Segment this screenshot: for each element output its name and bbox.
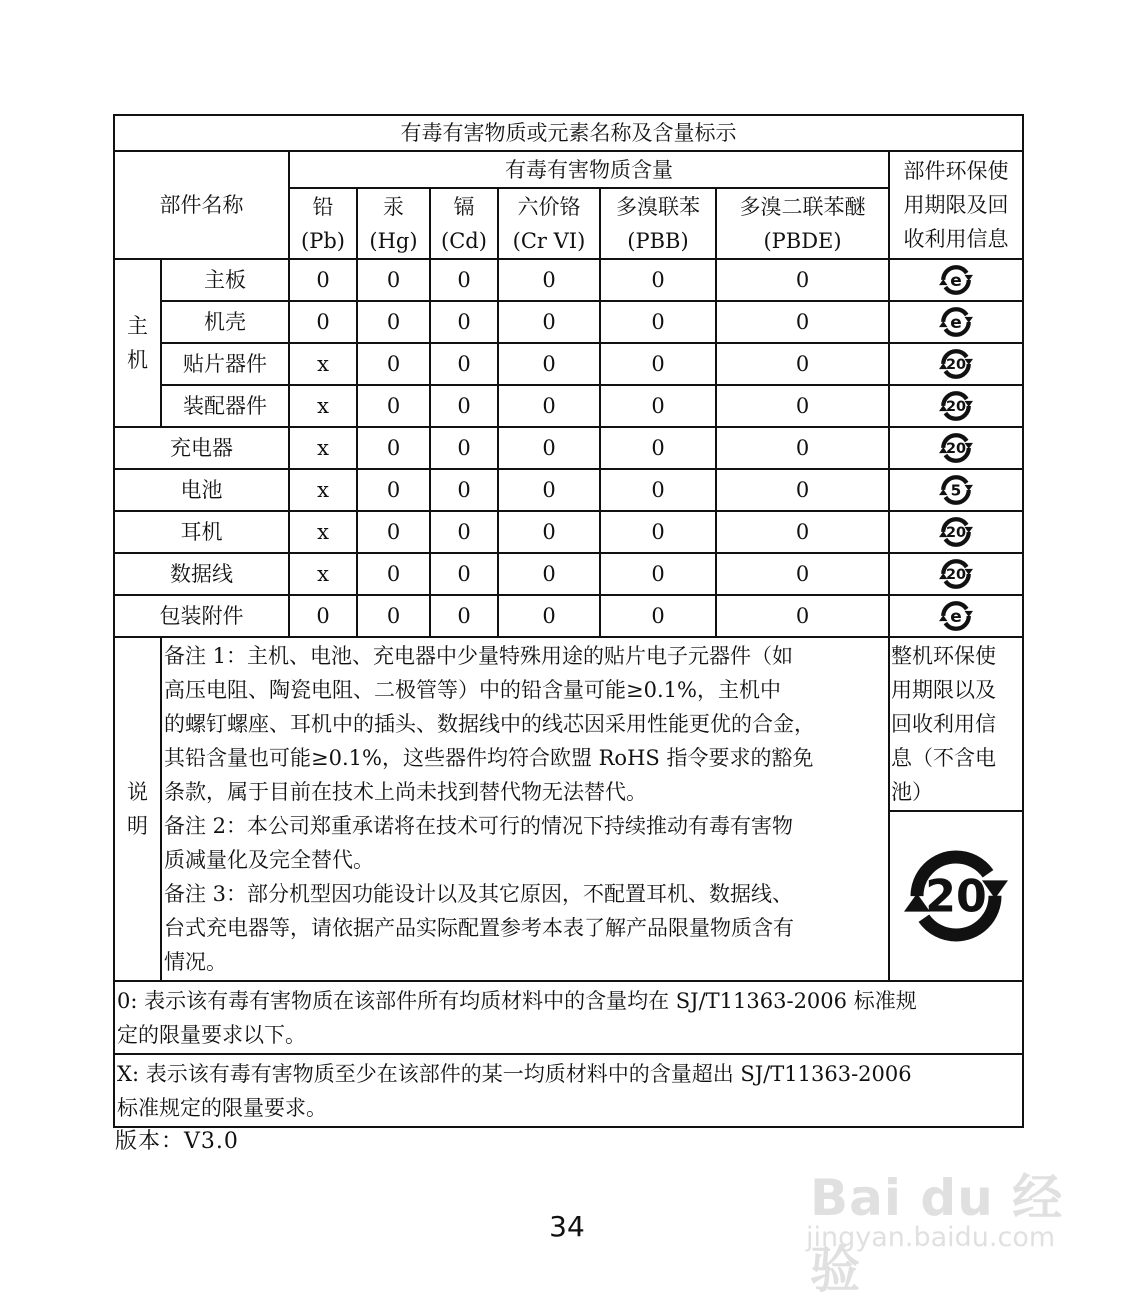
legend-line: X: 表示该有毒有害物质至少在该部件的某一均质材料中的含量超出 SJ/T11363-2006 [117,1061,912,1086]
substance-value-cell: 0 [357,553,430,595]
svg-text:20: 20 [945,357,967,374]
whole-lifespan-line: 回收利用信 [891,712,996,736]
host-group-char: 主 [127,314,148,338]
svg-text:20: 20 [945,441,967,458]
substance-value-cell: 0 [600,511,716,553]
substance-value-cell: 0 [430,301,498,343]
substance-value-cell: 0 [357,385,430,427]
substance-header [289,188,357,259]
notes-line: 其铅含量也可能≥0.1%，这些器件均符合欧盟 RoHS 指令要求的豁免 [164,746,814,770]
whole-lifespan-line: 池） [891,780,933,804]
notes-row [114,637,1023,811]
substance-value-cell: 0 [357,301,430,343]
table-row [114,469,1023,511]
20-year-icon [939,431,973,465]
part-name-cell: 充电器 [114,427,289,469]
legend-zero [114,981,1023,1054]
table-row [114,343,1023,385]
substance-value-cell: x [289,511,357,553]
substance-value-cell: 0 [498,595,600,637]
substance-symbol: (Hg) [369,228,418,253]
whole-lifespan-line: 用期限以及 [891,678,996,702]
substance-name: 铅 [312,194,334,219]
part-name-cell: 主板 [161,259,289,301]
legend-x [114,1054,1023,1127]
substance-symbol: (PBB) [627,228,689,253]
substance-value-cell: 0 [716,511,889,553]
substance-value-cell: 0 [430,595,498,637]
substance-header [357,188,430,259]
substance-value-cell: x [289,553,357,595]
e-recycle-icon [939,263,973,297]
svg-text:20: 20 [945,525,967,542]
substance-value-cell: 0 [430,553,498,595]
substance-value-cell: 0 [600,385,716,427]
host-group-label [114,259,161,427]
substance-value-cell: 0 [430,511,498,553]
substance-value-cell: 0 [716,469,889,511]
substance-value-cell: 0 [600,301,716,343]
whole-lifespan-icon-cell [889,811,1023,981]
notes-line: 备注 1：主机、电池、充电器中少量特殊用途的贴片电子元器件（如 [164,644,794,668]
lifespan-icon-cell [889,385,1023,427]
notes-line: 情况。 [164,950,227,974]
lifespan-header [889,151,1023,259]
substance-value-cell: 0 [716,553,889,595]
substance-value-cell: 0 [289,301,357,343]
substance-value-cell: 0 [716,595,889,637]
notes-label-char: 说 [127,780,148,804]
substance-value-cell: 0 [289,259,357,301]
substance-value-cell: 0 [498,259,600,301]
substance-value-cell: 0 [498,301,600,343]
substance-symbol: (Cd) [441,228,487,253]
part-name-cell: 电池 [114,469,289,511]
substance-header [498,188,600,259]
substance-name: 汞 [383,194,404,219]
substance-value-cell: 0 [430,385,498,427]
table-row [114,259,1023,301]
watermark-brand: Bai du 经验 [810,1169,1064,1299]
svg-text:e: e [950,312,962,333]
e-recycle-icon [939,305,973,339]
5-year-icon [939,473,973,507]
20-year-icon [939,557,973,591]
table-row [114,511,1023,553]
20-year-icon [939,389,973,423]
table-row [114,385,1023,427]
table-row [114,595,1023,637]
table-title: 有毒有害物质或元素名称及含量标示 [114,115,1023,151]
substance-value-cell: 0 [357,595,430,637]
substance-value-cell: 0 [498,427,600,469]
legend-line: 0: 表示该有毒有害物质在该部件所有均质材料中的含量均在 SJ/T11363-2006 标准规 [117,988,917,1013]
lifespan-icon-cell [889,259,1023,301]
part-name-cell: 包装附件 [114,595,289,637]
table-row [114,553,1023,595]
substance-value-cell: 0 [289,595,357,637]
substance-value-cell: 0 [600,259,716,301]
lifespan-icon-cell [889,511,1023,553]
svg-text:20: 20 [945,567,967,584]
lifespan-icon-cell [889,343,1023,385]
substance-value-cell: x [289,343,357,385]
lifespan-header-line: 用期限及回 [903,193,1009,217]
table-row [114,301,1023,343]
substance-value-cell: 0 [600,469,716,511]
substance-header [430,188,498,259]
svg-text:e: e [950,606,962,627]
substance-value-cell: 0 [600,343,716,385]
substance-name: 镉 [453,194,475,219]
notes-line: 备注 3：部分机型因功能设计以及其它原因，不配置耳机、数据线、 [164,882,794,906]
substance-value-cell: 0 [498,553,600,595]
substance-value-cell: 0 [498,385,600,427]
notes-label-char: 明 [127,814,148,838]
substance-value-cell: x [289,385,357,427]
notes-line: 备注 2：本公司郑重承诺将在技术可行的情况下持续推动有毒有害物 [164,814,794,838]
substance-value-cell: 0 [716,385,889,427]
lifespan-icon-cell [889,301,1023,343]
hazardous-substance-table [113,114,1024,1128]
part-name-header: 部件名称 [114,151,289,259]
part-name-cell: 机壳 [161,301,289,343]
lifespan-header-line: 收利用信息 [903,227,1009,251]
substance-value-cell: 0 [600,427,716,469]
substance-value-cell: 0 [716,301,889,343]
20-year-icon [939,515,973,549]
substance-name: 多溴联苯 [616,194,700,219]
notes-line: 条款，属于目前在技术上尚未找到替代物无法替代。 [164,780,647,804]
whole-lifespan-text [889,637,1023,811]
substance-value-cell: x [289,469,357,511]
svg-text:e: e [950,270,962,291]
host-group-char: 机 [127,348,148,372]
notes-label [114,637,161,981]
substance-value-cell: 0 [430,259,498,301]
substance-value-cell: 0 [498,343,600,385]
substance-value-cell: 0 [716,259,889,301]
substance-value-cell: 0 [357,469,430,511]
part-name-cell: 耳机 [114,511,289,553]
substance-name: 多溴二联苯醚 [739,194,866,219]
e-recycle-icon [939,599,973,633]
whole-lifespan-line: 息（不含电 [891,746,996,770]
page-number: 34 [549,1210,585,1243]
substance-value-cell: 0 [430,469,498,511]
substance-value-cell: 0 [430,427,498,469]
substance-value-cell: 0 [357,511,430,553]
substance-value-cell: 0 [357,259,430,301]
watermark [806,1150,1076,1299]
notes-line: 高压电阻、陶瓷电阻、二极管等）中的铅含量可能≥0.1%，主机中 [164,678,781,702]
notes-line: 台式充电器等，请依据产品实际配置参考本表了解产品限量物质含有 [164,916,794,940]
lifespan-icon-cell [889,469,1023,511]
substance-value-cell: 0 [716,427,889,469]
legend-row [114,1054,1023,1127]
lifespan-icon-cell [889,595,1023,637]
substance-value-cell: 0 [600,595,716,637]
legend-line: 标准规定的限量要求。 [117,1095,327,1120]
legend-row [114,981,1023,1054]
substance-header [600,188,716,259]
20-year-icon [939,347,973,381]
notes-line: 的螺钉螺座、耳机中的插头、数据线中的线芯因采用性能更优的合金， [164,712,815,736]
part-name-cell: 装配器件 [161,385,289,427]
substance-value-cell: 0 [498,511,600,553]
legend-line: 定的限量要求以下。 [117,1022,306,1047]
substance-header [716,188,889,259]
part-name-cell: 贴片器件 [161,343,289,385]
version-label: 版本：V3.0 [115,1129,239,1154]
20-year-icon [904,844,1008,948]
whole-lifespan-line: 整机环保使 [891,644,996,668]
watermark-site: jingyan.baidu.com [806,1222,1056,1253]
substance-symbol: (PBDE) [763,228,842,253]
substance-value-cell: x [289,427,357,469]
substance-value-cell: 0 [357,343,430,385]
lifespan-header-line: 部件环保使 [903,159,1009,183]
substance-group-header: 有毒有害物质含量 [289,151,889,188]
notes-text [161,637,889,981]
substance-value-cell: 0 [716,343,889,385]
svg-text:20: 20 [945,399,967,416]
substance-value-cell: 0 [498,469,600,511]
svg-text:20: 20 [925,871,987,923]
substance-value-cell: 0 [430,343,498,385]
notes-line: 质减量化及完全替代。 [164,848,374,872]
svg-text:5: 5 [950,481,962,500]
substance-name: 六价铬 [517,194,581,219]
substance-value-cell: 0 [357,427,430,469]
substance-symbol: (Cr VI) [512,228,586,253]
substance-value-cell: 0 [600,553,716,595]
part-name-cell: 数据线 [114,553,289,595]
lifespan-icon-cell [889,553,1023,595]
substance-symbol: (Pb) [301,228,345,253]
lifespan-icon-cell [889,427,1023,469]
table-row [114,427,1023,469]
